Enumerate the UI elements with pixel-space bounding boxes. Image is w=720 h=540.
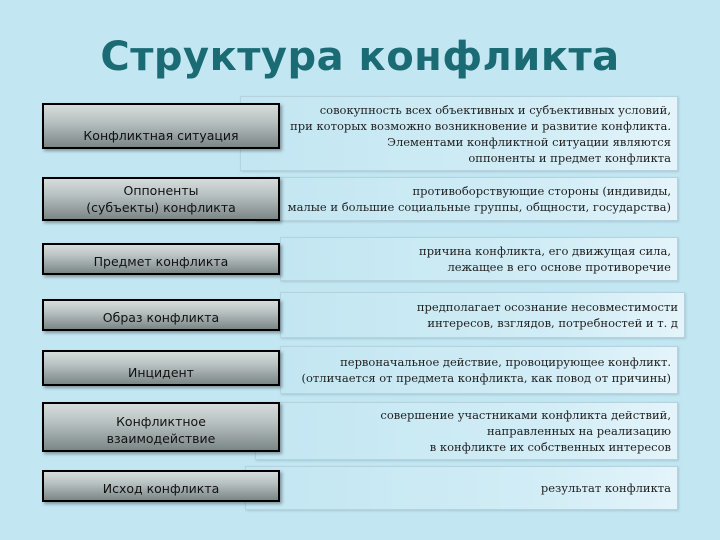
definition-text: результат конфликта: [540, 481, 671, 495]
term-label: Оппоненты (субъекты) конфликта: [86, 183, 236, 215]
term-label: Исход конфликта: [102, 481, 220, 496]
term-image: [42, 299, 280, 331]
definition-image: [280, 292, 685, 338]
definition-text: совокупность всех объективных и субъективных условий, при которых возможно возникновение и развитие конфликта. Элементами конфликтной ситуации являются оппоненты и предмет конфликта: [290, 102, 671, 165]
definition-interaction: [255, 402, 678, 460]
definition-text: противоборствующие стороны (индивиды, малые и большие социальные группы, общности, государства): [287, 184, 671, 214]
term-label: Предмет конфликта: [93, 254, 229, 269]
definition-text: первоначальное действие, провоцирующее конфликт. (отличается от предмета конфликта, как повод от причины): [301, 355, 671, 385]
definition-opponents: [255, 177, 678, 221]
term-subject: [42, 243, 280, 275]
definition-text: совершение участниками конфликта действий, направленных на реализацию в конфликте их собственных интересов: [380, 408, 671, 454]
term-label: Конфликтное взаимодействие: [106, 414, 216, 446]
term-label: Конфликтная ситуация: [83, 128, 239, 143]
term-label: Образ конфликта: [102, 310, 220, 325]
term-label: Инцидент: [128, 365, 194, 380]
definition-subject: [280, 237, 678, 281]
definition-outcome: [245, 466, 678, 510]
page-title: Структура конфликта: [100, 34, 620, 80]
term-opponents: [42, 177, 280, 221]
definition-text: причина конфликта, его движущая сила, лежащее в его основе противоречие: [419, 244, 671, 274]
term-incident: [42, 350, 280, 386]
definition-conflict-situation: [240, 96, 678, 171]
term-outcome: [42, 470, 280, 502]
definition-text: предполагает осознание несовместимости интересов, взглядов, потребностей и т. д: [416, 300, 678, 330]
definition-incident: [280, 346, 678, 394]
term-conflict-situation: [42, 103, 280, 149]
term-interaction: [42, 402, 280, 452]
